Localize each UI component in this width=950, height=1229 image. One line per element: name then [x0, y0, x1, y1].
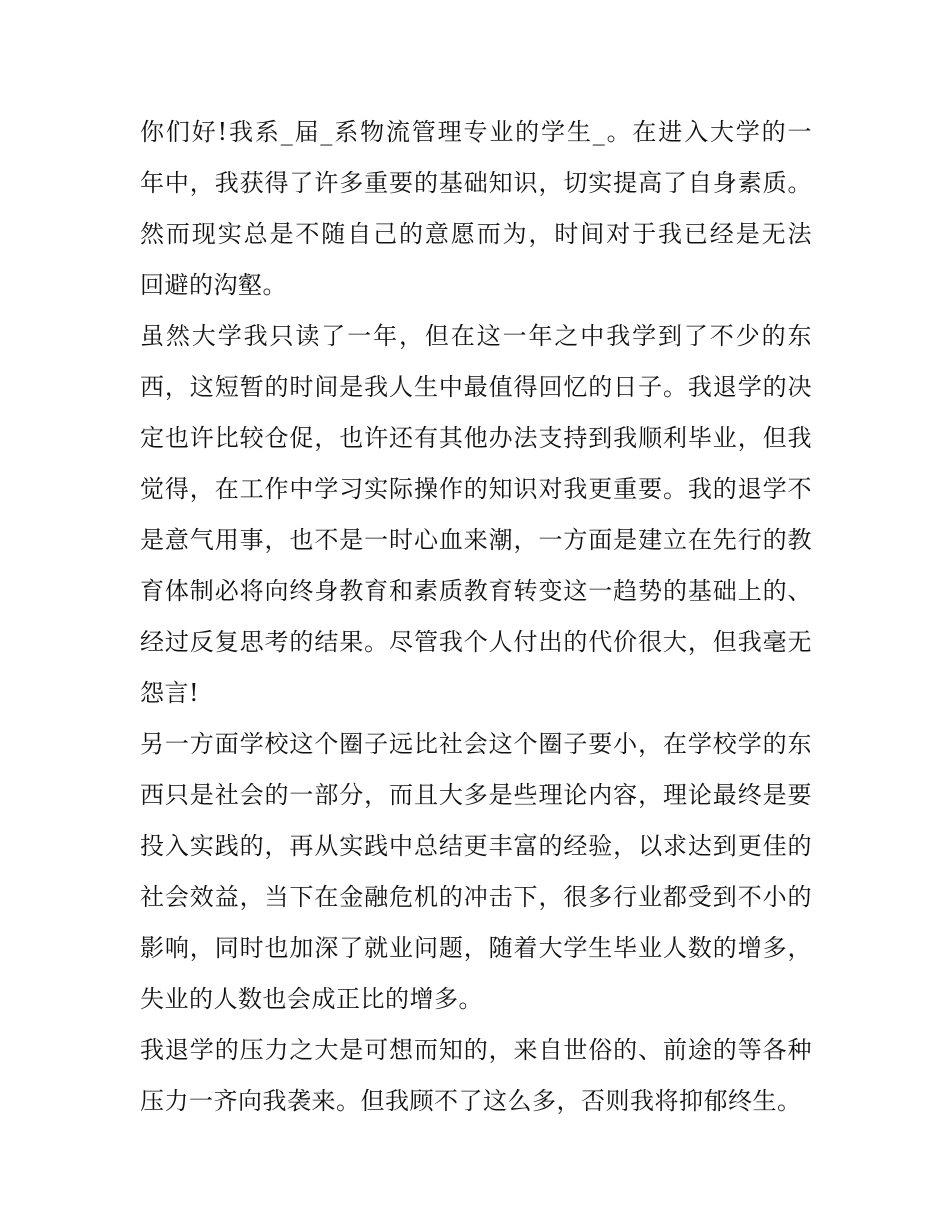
text-line: 失业的人数也会成正比的增多。: [140, 985, 483, 1013]
text-line: 定也许比较仓促，也许还有其他办法支持到我顺利毕业，但我: [140, 424, 812, 452]
text-line: 西只是社会的一部分，而且大多是些理论内容，理论最终是要: [140, 781, 812, 809]
paragraph-3: [140, 719, 812, 1025]
paragraph-4: [140, 1025, 812, 1127]
text-line: 另一方面学校这个圈子远比社会这个圈子要小，在学校学的东: [140, 730, 812, 758]
text-line: 我退学的压力之大是可想而知的，来自世俗的、前途的等各种: [140, 1036, 812, 1064]
text-line: 影响，同时也加深了就业问题，随着大学生毕业人数的增多，: [140, 934, 812, 962]
text-line: 经过反复思考的结果。尽管我个人付出的代价很大，但我毫无: [140, 628, 812, 656]
text-line: 育体制必将向终身教育和素质教育转变这一趋势的基础上的、: [140, 577, 812, 605]
paragraph-1: [140, 107, 812, 311]
paragraph-2: [140, 311, 812, 719]
text-line: 是意气用事，也不是一时心血来潮，一方面是建立在先行的教: [140, 526, 812, 554]
text-line: 然而现实总是不随自己的意愿而为，时间对于我已经是无法: [140, 220, 812, 248]
text-line: 西，这短暂的时间是我人生中最值得回忆的日子。我退学的决: [140, 373, 812, 401]
text-line: 怨言!: [140, 679, 200, 707]
text-line: 压力一齐向我袭来。但我顾不了这么多，否则我将抑郁终生。: [140, 1087, 802, 1115]
text-line: 虽然大学我只读了一年，但在这一年之中我学到了不少的东: [140, 322, 812, 350]
text-line: 社会效益，当下在金融危机的冲击下，很多行业都受到不小的: [140, 883, 812, 911]
text-line: 你们好!我系_届_系物流管理专业的学生_。在进入大学的一: [140, 118, 812, 146]
text-line: 觉得，在工作中学习实际操作的知识对我更重要。我的退学不: [140, 475, 812, 503]
text-line: 回避的沟壑。: [140, 271, 287, 299]
document-body: [140, 107, 812, 1127]
text-line: 年中，我获得了许多重要的基础知识，切实提高了自身素质。: [140, 169, 812, 197]
text-line: 投入实践的，再从实践中总结更丰富的经验，以求达到更佳的: [140, 832, 812, 860]
